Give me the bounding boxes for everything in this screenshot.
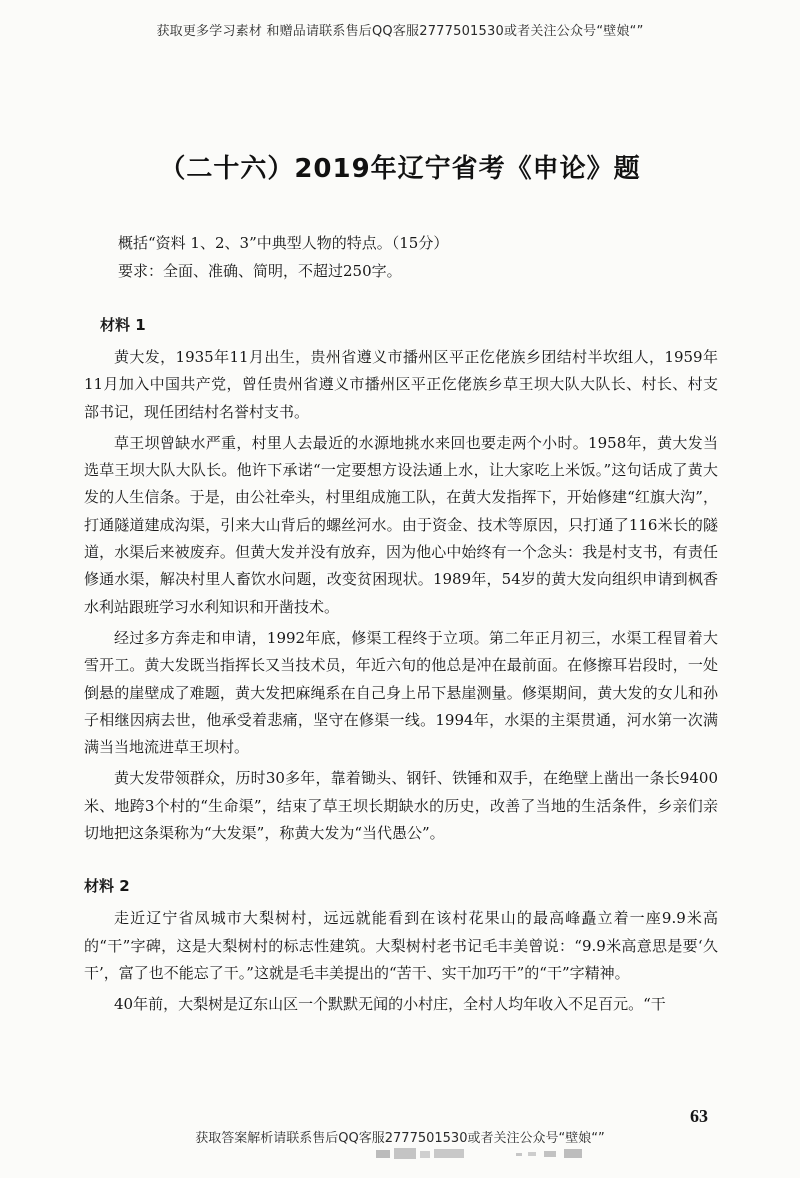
material-1 [84, 312, 718, 847]
material-paragraph: 草王坝曾缺水严重，村里人去最近的水源地挑水来回也要走两个小时。1958年，黄大发当选草王坝大队大队长。他许下承诺“一定要想方设法通上水，让大家吃上米饭。”这句话成了黄大发的人生信条。于是，由公社牵头，村里组成施工队，在黄大发指挥下，开始修建“红旗大沟”，打通隧道建成沟渠，引来大山背后的螺丝河水。由于资金、技术等原因，只打通了116米长的隧道，水渠后来被废弃。但黄大发并没有放弃，因为他心中始终有一个念头：我是村支书，有责任修通水渠，解决村里人畜饮水问题，改变贫困现状。1989年，54岁的黄大发向组织申请到枫香水利站跟班学习水利知识和开凿技术。 [84, 433, 718, 616]
materials-body [84, 312, 718, 1019]
material-paragraph: 黄大发，1935年11月出生，贵州省遵义市播州区平正仡佬族乡团结村半坎组人，1959年11月加入中国共产党，曾任贵州省遵义市播州区平正仡佬族乡草王坝大队大队长、村长、村支部书记，现任团结村名誉村支书。 [84, 348, 718, 421]
material-paragraph: 40年前，大梨树是辽东山区一个默默无闻的小村庄，全村人均年收入不足百元。“干 [114, 995, 666, 1014]
material-2 [84, 873, 718, 1018]
scan-smudge-left [372, 1146, 482, 1162]
task-requirements: 要求：全面、准确、简明，不超过250字。 [118, 262, 402, 280]
task-question: 概括“资料 1、2、3”中典型人物的特点。（15分） [118, 234, 449, 252]
scan-smudge-right [512, 1146, 592, 1162]
page-number: 63 [690, 1106, 708, 1126]
material-heading: 材料 1 [100, 316, 146, 334]
material-paragraph: 走近辽宁省凤城市大梨树村，远远就能看到在该村花果山的最高峰矗立着一座9.9米高的“干”字碑，这是大梨树村的标志性建筑。大梨树村老书记毛丰美曾说：“9.9米高意思是要‘久干’，富了也不能忘了干。”这就是毛丰美提出的“苦干、实干加巧干”的“干”字精神。 [84, 909, 718, 982]
material-heading: 材料 2 [84, 877, 130, 896]
material-paragraph: 黄大发带领群众，历时30多年，靠着锄头、钢钎、铁锤和双手，在绝壁上凿出一条长9400米、地跨3个村的“生命渠”，结束了草王坝长期缺水的历史，改善了当地的生活条件，乡亲们亲切地把这条渠称为“大发渠”，称黄大发为“当代愚公”。 [84, 769, 718, 843]
material-paragraph: 经过多方奔走和申请，1992年底，修渠工程终于立项。第二年正月初三，水渠工程冒着大雪开工。黄大发既当指挥长又当技术员，年近六旬的他总是冲在最前面。在修擦耳岩段时，一处倒悬的崖壁成了难题，黄大发把麻绳系在自己身上吊下悬崖测量。修渠期间，黄大发的女儿和孙子相继因病去世，他承受着悲痛，坚守在修渠一线。1994年，水渠的主渠贯通，河水第一次满满当当地流进草王坝村。 [84, 628, 718, 757]
page-title: （二十六）2019年辽宁省考《申论》题 [159, 154, 641, 184]
header-note: 获取更多学习素材 和赠品请联系售后QQ客服2777501530或者关注公众号“壁娘“” [156, 24, 644, 39]
footer-note: 获取答案解析请联系售后QQ客服2777501530或者关注公众号“壁娘“” [195, 1131, 605, 1146]
